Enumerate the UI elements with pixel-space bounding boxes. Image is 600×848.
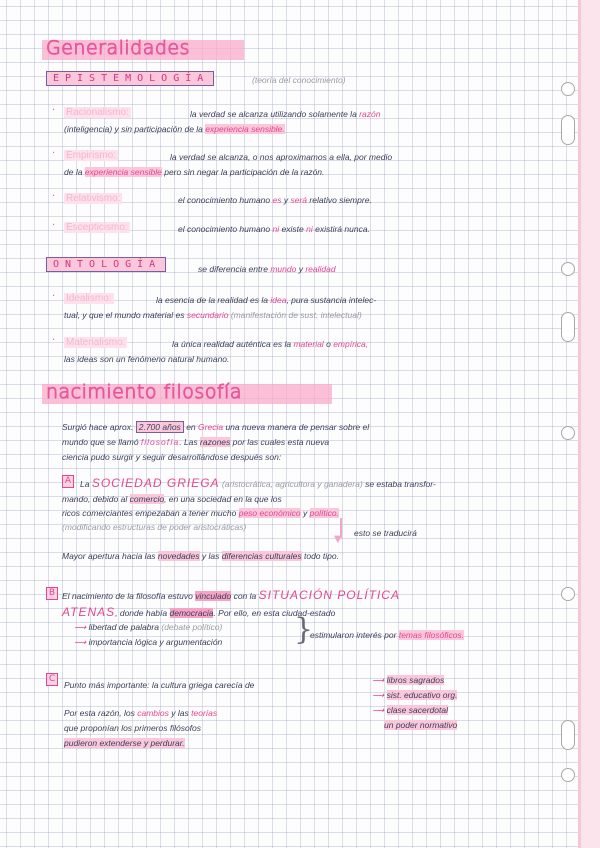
intro-line1: Surgió hace aprox. 2.700 años en Grecia una nueva manera de pensar sobre el — [62, 422, 370, 432]
point-a-line5: Mayor apertura hacia las novedades y las diferencias culturales todo tipo. — [62, 551, 339, 561]
term-materialismo: Materialismo: — [66, 337, 126, 348]
epistemologia-note: (teoría del conocimiento) — [252, 75, 346, 85]
margin-strip — [581, 0, 600, 848]
binder-slot — [561, 720, 575, 750]
empirismo-line1: la verdad se alcanza, o nos aproximamos a ella, por medio — [170, 152, 393, 162]
point-c-marker: C — [46, 673, 58, 686]
point-a-marker: A — [62, 475, 74, 488]
point-b-marker: B — [46, 587, 58, 600]
term-relativismo: Relativismo: — [66, 193, 121, 204]
idealismo-line1: la esencia de la realidad es la idea, pura sustancia intelec- — [156, 295, 377, 305]
bullet-dot: · — [52, 148, 56, 159]
section-title-nacimiento: nacimiento filosofía — [46, 381, 243, 403]
point-a-line1: La SOCIEDAD GRIEGA (aristocrática, agricultora y ganadera) se estaba transfor- — [80, 476, 436, 490]
term-racionalismo: Racionalismo: — [66, 107, 129, 118]
point-b-item1: ⟶ libertad de palabra (debate político) — [74, 622, 223, 632]
binder-slot — [561, 312, 575, 342]
racionalismo-line2: (inteligencia) y sin participación de la experiencia sensible. — [64, 124, 285, 134]
point-c-line1: Punto más importante: la cultura griega carecía de — [64, 680, 255, 690]
point-c-line3: que proponían los primeros filósofos — [64, 723, 202, 733]
point-c-line4: pudieron extenderse y perdurar. — [64, 738, 185, 748]
point-c-list-item: un poder normativo — [384, 720, 458, 730]
point-a-line3: ricos comerciantes empezaban a tener mucho peso económico y político. — [62, 508, 339, 518]
empirismo-line2: de la experiencia sensible pero sin negar la participación de la razón. — [64, 167, 325, 177]
binder-hole — [561, 262, 575, 276]
point-c-list-item: ⟶ sist. educativo org. — [372, 690, 458, 700]
point-a-line2: mando, debido al comercio, en una sociedad en la que los — [62, 494, 282, 504]
binder-hole — [561, 587, 575, 601]
point-c-list-item: ⟶ clase sacerdotal — [372, 705, 448, 715]
bullet-dot: · — [52, 220, 56, 231]
point-b-result: estimularon interés por temas filosóficos. — [310, 630, 465, 640]
section-title-generalidades: Generalidades — [46, 37, 191, 59]
binder-hole — [561, 426, 575, 440]
ontologia-text: se diferencia entre mundo y realidad — [198, 264, 336, 274]
point-b-line2: ATENAS, donde había democracia. Por ello, en esta ciudad-estado — [62, 605, 336, 619]
point-b-item2: ⟶ importancia lógica y argumentación — [74, 637, 223, 647]
down-arrow-head: ▼ — [334, 534, 342, 545]
binder-slot — [561, 115, 575, 145]
brace: } — [294, 612, 314, 647]
term-idealismo: Idealismo: — [66, 293, 112, 304]
point-c-list-item: ⟶ libros sagrados — [372, 675, 445, 685]
intro-line2: mundo que se llamó filosofía. Las razones por las cuales esta nueva — [62, 437, 330, 447]
idealismo-line2: tual, y que el mundo material es secundario (manifestación de sust. intelectual) — [64, 310, 362, 320]
term-escepticismo: Escepticismo: — [66, 222, 128, 233]
binder-hole — [561, 82, 575, 96]
binder-hole — [561, 768, 575, 782]
bullet-dot: · — [52, 191, 56, 202]
bullet-dot: · — [52, 335, 56, 346]
term-empirismo: Empirismo: — [66, 150, 117, 161]
escepticismo-text: el conocimiento humano ni existe ni existirá nunca. — [178, 224, 370, 234]
point-a-arrow-note: esto se traducirá — [354, 528, 417, 538]
point-c-line2: Por esta razón, los cambios y las teorías — [64, 708, 218, 718]
relativismo-text: el conocimiento humano es y será relativo siempre. — [178, 195, 372, 205]
bullet-dot: · — [52, 291, 56, 302]
point-b-line1: El nacimiento de la filosofía estuvo vinculado con la SITUACIÓN POLÍTICA — [62, 588, 400, 602]
racionalismo-line1: la verdad se alcanza utilizando solamente la razón — [190, 109, 381, 119]
bullet-dot: · — [52, 105, 56, 116]
ontologia-label: ONTOLOGÍA — [46, 257, 166, 272]
materialismo-line1: la única realidad auténtica es la material o empírica, — [172, 339, 369, 349]
point-a-line4: (modificando estructuras de poder aristocráticas) — [62, 522, 247, 532]
intro-line3: ciencia pudo surgir y seguir desarrollándose después son: — [62, 452, 282, 462]
materialismo-line2: las ideas son un fenómeno natural humano. — [64, 354, 230, 364]
epistemologia-label: EPISTEMOLOGÍA — [46, 71, 214, 86]
